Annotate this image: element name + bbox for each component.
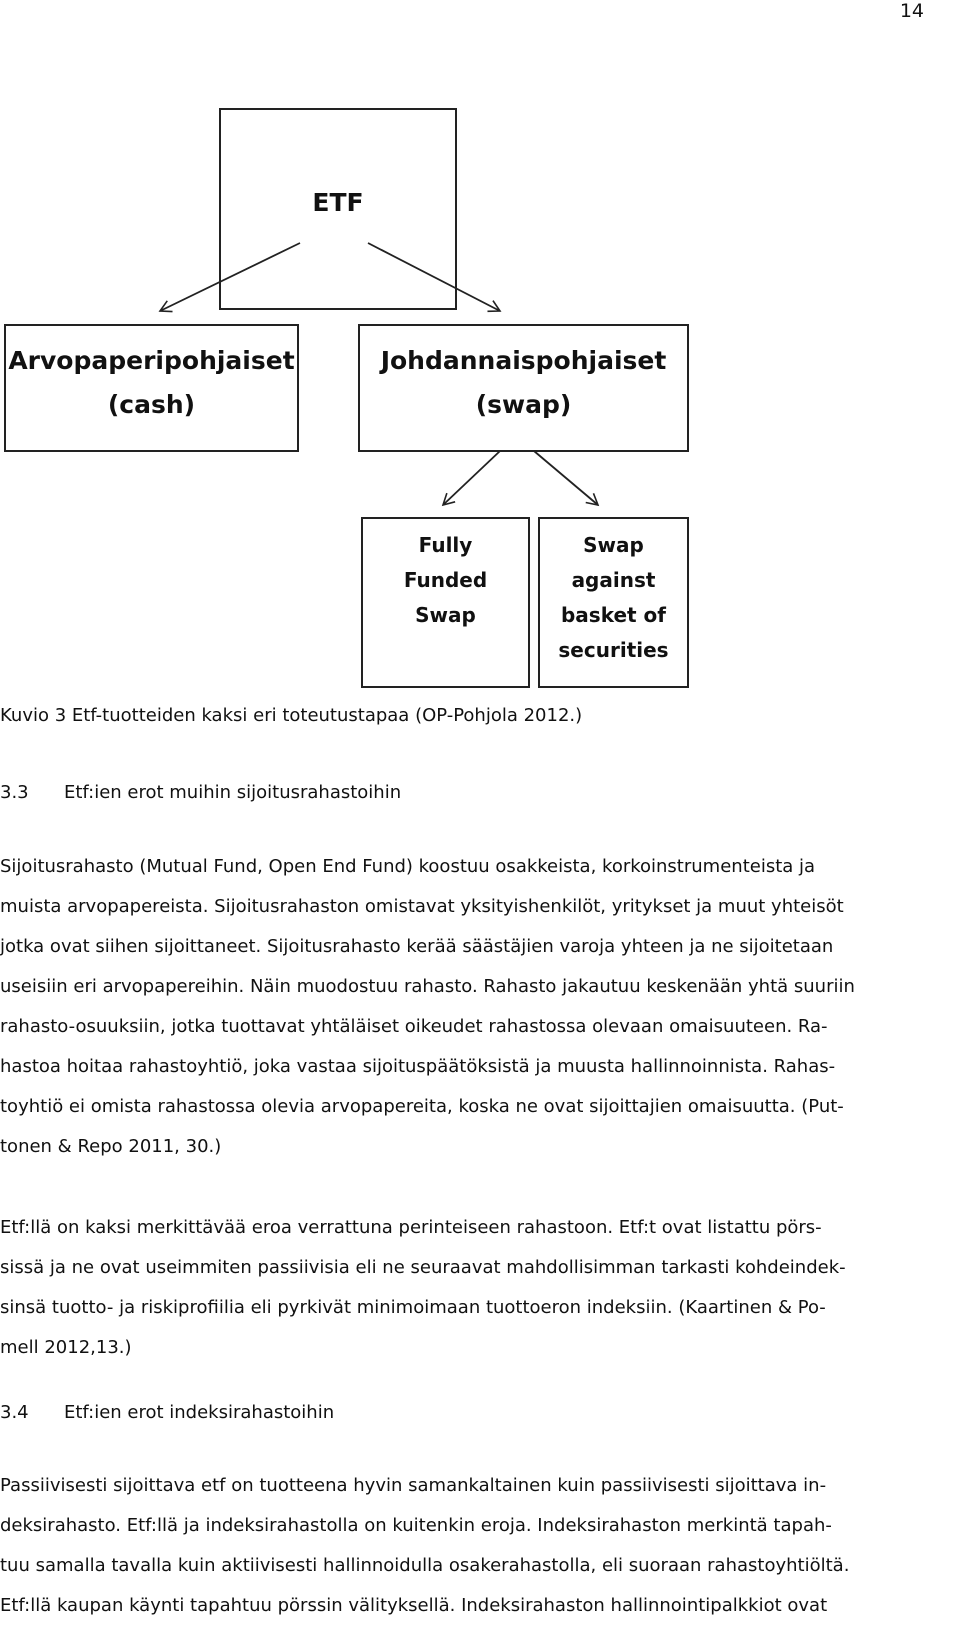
paragraph-1-line: rahasto-osuuksiin, jotka tuottavat yhtäläiset oikeudet rahastossa olevaan omaisuuteen. Ra- (0, 1016, 828, 1037)
arrow-swap-to-fully-funded (443, 451, 500, 505)
basket-swap-label (539, 528, 688, 668)
cash-box-line-1: Arvopaperipohjaiset (8, 346, 295, 375)
paragraph-1-line: useisiin eri arvopapereihin. Näin muodostuu rahasto. Rahasto jakautuu keskenään yhtä suuriin (0, 976, 855, 997)
etf-structure-diagram (0, 95, 960, 695)
swap-box-line-2: (swap) (475, 390, 572, 419)
figure-caption: Kuvio 3 Etf-tuotteiden kaksi eri toteutustapaa (OP-Pohjola 2012.) (0, 705, 583, 726)
paragraph-1-line: muista arvopapereista. Sijoitusrahaston omistavat yksityishenkilöt, yritykset ja muut yhteisöt (0, 896, 844, 917)
paragraph-2 (0, 1208, 950, 1368)
paragraph-1-line: tonen & Repo 2011, 30.) (0, 1136, 222, 1157)
paragraph-1-line: jotka ovat siihen sijoittaneet. Sijoitusrahasto kerää säästäjien varoja yhteen ja ne sijoitetaan (0, 936, 834, 957)
paragraph-3-line: deksirahasto. Etf:llä ja indeksirahastolla on kuitenkin eroja. Indeksirahaston merkintä tapah- (0, 1515, 832, 1536)
basket-line-2: against (571, 568, 656, 592)
cash-box-line-2: (cash) (107, 390, 196, 419)
paragraph-1 (0, 847, 950, 1167)
section-3-4-heading (0, 1402, 334, 1423)
swap-box-line-1: Johdannaispohjaiset (380, 346, 667, 375)
basket-line-3: basket of (560, 603, 666, 627)
swap-box-label (359, 339, 688, 427)
section-3-3-heading (0, 782, 401, 803)
cash-box-label (5, 339, 298, 427)
etf-label: ETF (312, 188, 364, 217)
paragraph-3-line: tuu samalla tavalla kuin aktiivisesti hallinnoidulla osakerahastolla, eli suoraan rahastoyhtiöltä. (0, 1555, 850, 1576)
arrow-swap-to-basket (534, 451, 598, 505)
paragraph-2-line: Etf:llä on kaksi merkittävää eroa verrattuna perinteiseen rahastoon. Etf:t ovat listattu pörs- (0, 1217, 822, 1238)
basket-line-4: securities (558, 638, 669, 662)
paragraph-2-line: sinsä tuotto- ja riskiprofiilia eli pyrkivät minimoimaan tuottoeron indeksiin. (Kaartinen & Po- (0, 1297, 826, 1318)
section-3-3-number: 3.3 (0, 782, 29, 803)
section-3-4-number: 3.4 (0, 1402, 29, 1423)
paragraph-2-line: mell 2012,13.) (0, 1337, 132, 1358)
fully-funded-swap-label (362, 528, 529, 633)
section-3-3-title: Etf:ien erot muihin sijoitusrahastoihin (64, 782, 402, 803)
paragraph-3 (0, 1466, 950, 1626)
paragraph-3-line: Etf:llä kaupan käynti tapahtuu pörssin välityksellä. Indeksirahaston hallinnointipalkkiot ovat (0, 1595, 828, 1616)
paragraph-2-line: sissä ja ne ovat useimmiten passiivisia eli ne seuraavat mahdollisimman tarkasti kohdeindek- (0, 1257, 846, 1278)
page-number: 14 (899, 0, 924, 22)
paragraph-3-line: Passiivisesti sijoittava etf on tuotteena hyvin samankaltainen kuin passiivisesti sijoittava in- (0, 1475, 827, 1496)
fully-funded-line-1: Fully (418, 533, 473, 557)
basket-line-1: Swap (583, 533, 644, 557)
fully-funded-line-3: Swap (415, 603, 476, 627)
paragraph-1-line: hastoa hoitaa rahastoyhtiö, joka vastaa sijoituspäätöksistä ja muusta hallinnoinnista. Rahas- (0, 1056, 836, 1077)
section-3-4-title: Etf:ien erot indeksirahastoihin (64, 1402, 335, 1423)
fully-funded-line-2: Funded (403, 568, 488, 592)
paragraph-1-line: toyhtiö ei omista rahastossa olevia arvopapereita, koska ne ovat sijoittajien omaisuutta. (Put- (0, 1096, 844, 1117)
paragraph-1-line: Sijoitusrahasto (Mutual Fund, Open End Fund) koostuu osakkeista, korkoinstrumenteista ja (0, 856, 816, 877)
